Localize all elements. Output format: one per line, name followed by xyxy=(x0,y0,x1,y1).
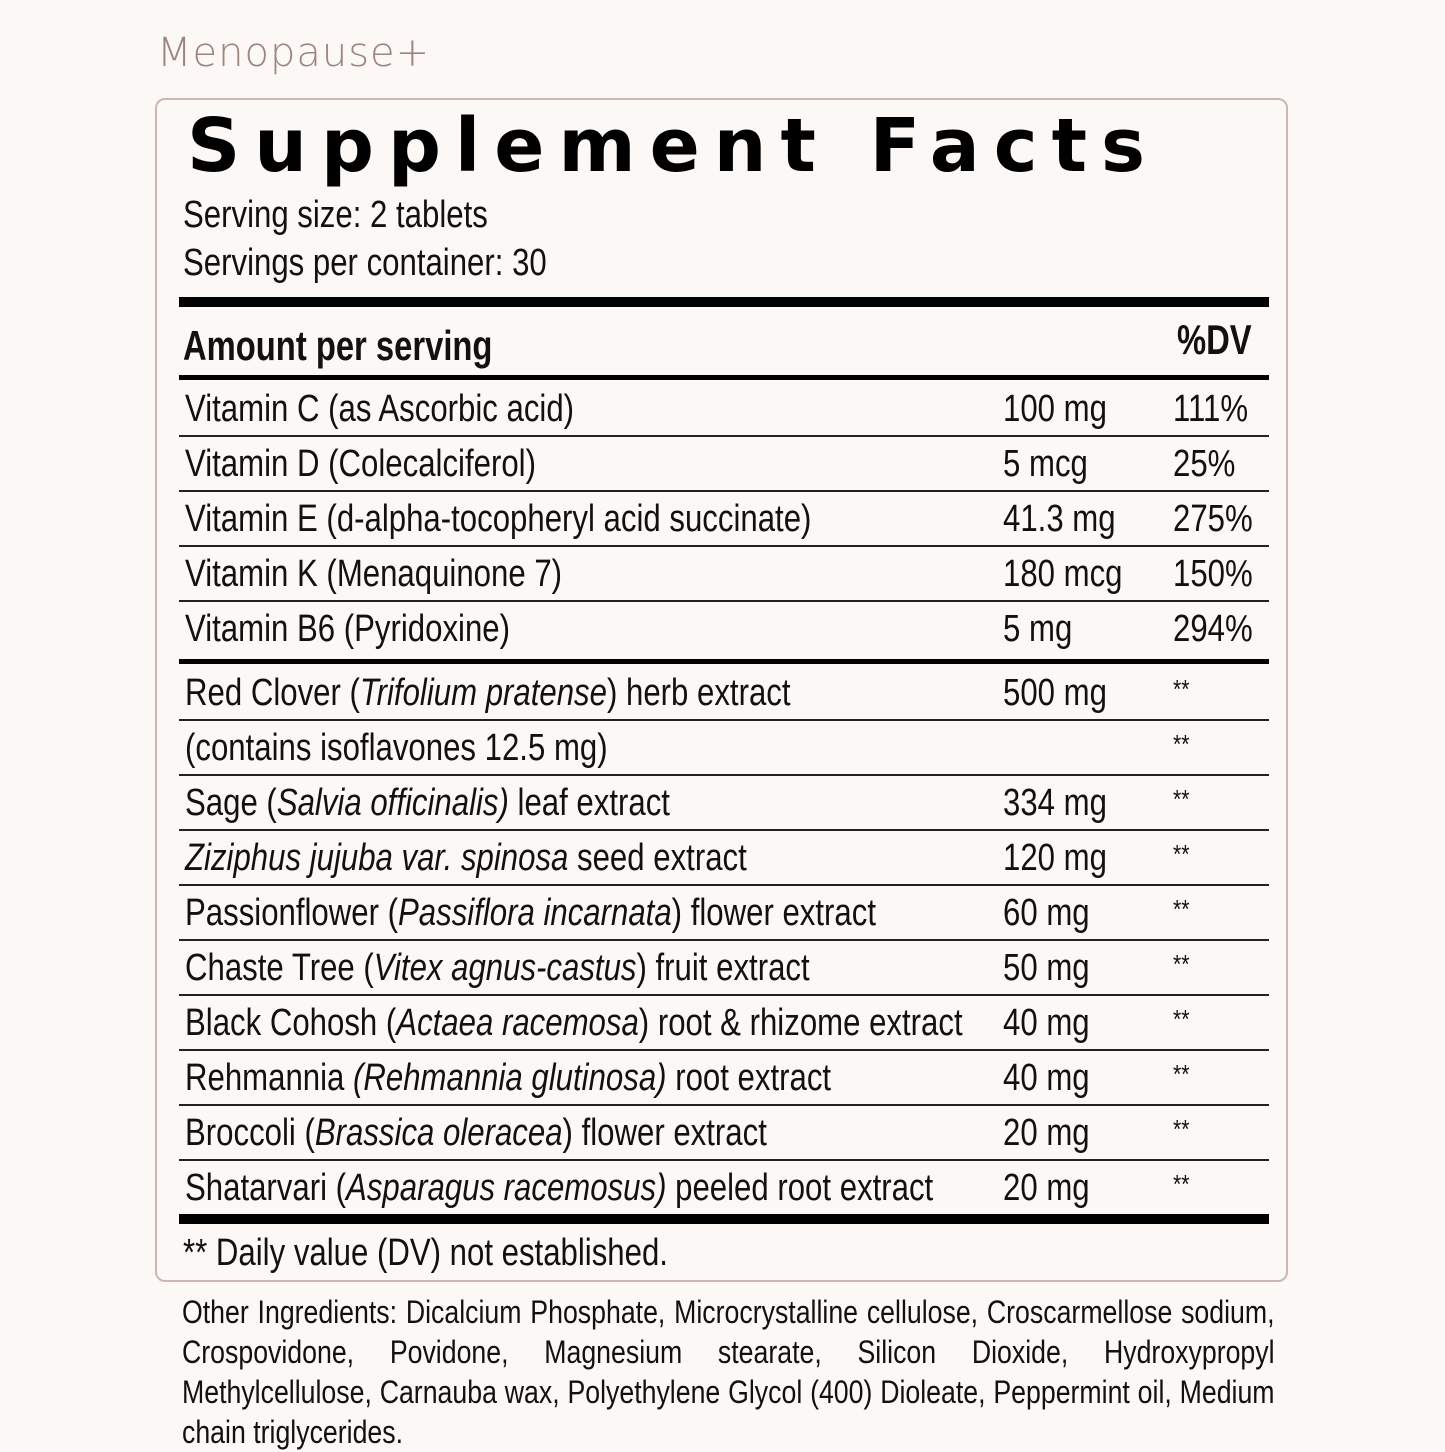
herb-amount: 500 mg xyxy=(1003,672,1107,714)
herb-name xyxy=(185,947,810,989)
herb-row xyxy=(157,1106,1290,1160)
herb-common-name: Chaste Tree ( xyxy=(185,947,374,989)
nutrient-dv: 275% xyxy=(1173,498,1253,540)
nutrient-name: Vitamin E (d-alpha-tocopheryl acid succinate) xyxy=(185,498,812,540)
nutrient-amount: 5 mcg xyxy=(1003,443,1088,485)
nutrient-amount: 100 mg xyxy=(1003,388,1107,430)
herb-dv: ** xyxy=(1173,1059,1190,1089)
herb-part: root extract xyxy=(666,1057,832,1099)
herb-row xyxy=(157,721,1290,775)
herb-common-name: Red Clover ( xyxy=(185,672,360,714)
herb-part: seed extract xyxy=(568,837,747,879)
herb-name xyxy=(185,672,791,714)
panel-title: Supplement Facts xyxy=(187,103,1160,189)
herb-row xyxy=(157,1161,1290,1215)
herb-latin-name: Ziziphus jujuba var. spinosa xyxy=(185,837,569,879)
nutrient-name: Vitamin K (Menaquinone 7) xyxy=(185,553,563,595)
herb-row xyxy=(157,666,1290,720)
herb-latin-name: Passiflora incarnata xyxy=(398,892,672,934)
herb-amount: 40 mg xyxy=(1003,1057,1090,1099)
herb-dv: ** xyxy=(1173,1004,1190,1034)
bottom-divider xyxy=(179,1214,1269,1224)
herb-amount: 20 mg xyxy=(1003,1167,1090,1209)
herb-latin-name: Actaea racemosa xyxy=(396,1002,639,1044)
herb-dv: ** xyxy=(1173,949,1190,979)
herb-dv: ** xyxy=(1173,784,1190,814)
herb-name xyxy=(185,892,876,934)
herb-latin-name: Asparagus racemosus) xyxy=(346,1167,667,1209)
herb-latin-name: Salvia officinalis) xyxy=(276,782,509,824)
herb-dv: ** xyxy=(1173,894,1190,924)
herb-common-name: (contains isoflavones 12.5 mg) xyxy=(185,727,608,769)
vitamin-row xyxy=(157,492,1290,546)
nutrient-name: Vitamin C (as Ascorbic acid) xyxy=(185,388,575,430)
vitamin-row xyxy=(157,547,1290,601)
herb-part: leaf extract xyxy=(508,782,670,824)
nutrient-amount: 41.3 mg xyxy=(1003,498,1116,540)
herb-name xyxy=(185,1167,933,1209)
dv-header: %DV xyxy=(1177,316,1252,363)
other-ingredients: Other Ingredients: Dicalcium Phosphate, Microcrystalline cellulose, Croscarmellose sodium, Crospovidone, Povidone, Magnesium stearate, Silicon Dioxide, Hydroxypropyl Methylcellulose, Carnauba wax, Polyethylene Glycol (400) Dioleate, Peppermint oil, Medium chain triglycerides. xyxy=(182,1294,1275,1450)
herb-name xyxy=(185,1057,831,1099)
herb-dv: ** xyxy=(1173,1114,1190,1144)
herb-amount: 60 mg xyxy=(1003,892,1090,934)
herb-row xyxy=(157,941,1290,995)
herb-common-name: Rehmannia xyxy=(185,1057,354,1099)
vitamin-row xyxy=(157,437,1290,491)
herb-amount: 20 mg xyxy=(1003,1112,1090,1154)
herb-name xyxy=(185,1112,767,1154)
serving-size: Serving size: 2 tablets xyxy=(183,194,488,236)
herb-amount: 40 mg xyxy=(1003,1002,1090,1044)
footnote: ** Daily value (DV) not established. xyxy=(183,1232,668,1274)
herb-row xyxy=(157,776,1290,830)
herb-part: ) flower extract xyxy=(562,1112,767,1154)
nutrient-name: Vitamin B6 (Pyridoxine) xyxy=(185,608,511,650)
herb-row xyxy=(157,996,1290,1050)
herb-common-name: Passionflower ( xyxy=(185,892,399,934)
herb-part: ) flower extract xyxy=(671,892,876,934)
herb-part: ) herb extract xyxy=(606,672,791,714)
herb-dv: ** xyxy=(1173,1169,1190,1199)
vitamin-row xyxy=(157,602,1290,656)
herb-row xyxy=(157,831,1290,885)
section-divider xyxy=(179,659,1269,664)
herb-amount: 334 mg xyxy=(1003,782,1107,824)
nutrient-amount: 5 mg xyxy=(1003,608,1073,650)
vitamin-row xyxy=(157,382,1290,436)
servings-per-container: Servings per container: 30 xyxy=(183,242,547,284)
herb-dv: ** xyxy=(1173,729,1190,759)
herb-part: peeled root extract xyxy=(666,1167,934,1209)
nutrient-dv: 294% xyxy=(1173,608,1253,650)
nutrient-name: Vitamin D (Colecalciferol) xyxy=(185,443,536,485)
herb-name xyxy=(185,727,608,769)
herb-common-name: Black Cohosh ( xyxy=(185,1002,397,1044)
brand-name: Menopause+ xyxy=(157,30,431,76)
herb-name xyxy=(185,1002,963,1044)
herb-latin-name: (Rehmannia glutinosa) xyxy=(353,1057,667,1099)
herb-row xyxy=(157,1051,1290,1105)
nutrient-dv: 150% xyxy=(1173,553,1253,595)
herb-name xyxy=(185,837,747,879)
herb-common-name: Shatarvari ( xyxy=(185,1167,347,1209)
nutrient-dv: 25% xyxy=(1173,443,1236,485)
supplement-facts-panel xyxy=(155,98,1288,1282)
herb-latin-name: Vitex agnus-castus xyxy=(373,947,637,989)
nutrient-dv: 111% xyxy=(1173,388,1249,430)
herb-part: ) root & rhizome extract xyxy=(638,1002,963,1044)
herb-latin-name: Trifolium pratense xyxy=(359,672,607,714)
herb-row xyxy=(157,886,1290,940)
nutrient-amount: 180 mcg xyxy=(1003,553,1123,595)
herb-dv: ** xyxy=(1173,674,1190,704)
herb-amount: 50 mg xyxy=(1003,947,1090,989)
thick-divider xyxy=(179,297,1269,307)
herb-amount: 120 mg xyxy=(1003,837,1107,879)
amount-per-serving-header: Amount per serving xyxy=(183,322,493,369)
herb-name xyxy=(185,782,670,824)
herb-part: ) fruit extract xyxy=(636,947,810,989)
herb-dv: ** xyxy=(1173,839,1190,869)
herb-latin-name: Brassica oleracea xyxy=(314,1112,563,1154)
herb-common-name: Broccoli ( xyxy=(185,1112,315,1154)
herb-common-name: Sage ( xyxy=(185,782,277,824)
header-divider xyxy=(179,375,1269,380)
